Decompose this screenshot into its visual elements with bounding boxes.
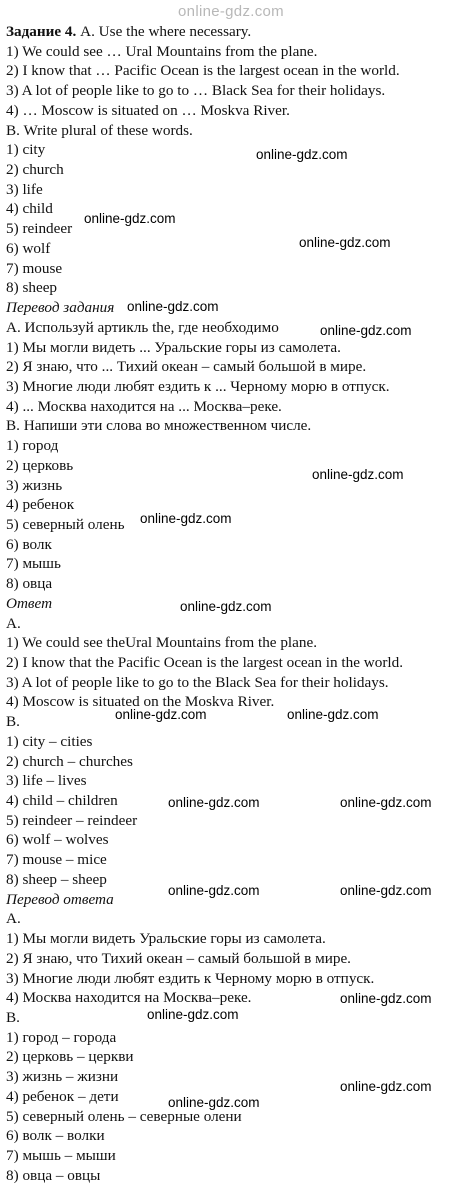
- watermark-label: online-gdz.com: [180, 599, 272, 614]
- watermark-label: online-gdz.com: [299, 235, 391, 250]
- answer-translation-a-item: 3) Многие люди любят ездить к Черному морю в отпуск.: [6, 969, 375, 987]
- answer-a-item: 1) We could see theUral Mountains from the plane.: [6, 634, 318, 652]
- watermark-label: online-gdz.com: [340, 1079, 432, 1094]
- answer-translation-b-label: В.: [6, 1008, 20, 1026]
- translation-a-item: 3) Многие люди любят ездить к ... Черному морю в отпуск.: [6, 377, 390, 395]
- translation-b-item: 2) церковь: [6, 456, 74, 474]
- answer-translation-b-item: 2) церковь – церкви: [6, 1048, 134, 1066]
- watermark-label: online-gdz.com: [340, 991, 432, 1006]
- answer-b-item: 3) life – lives: [6, 772, 87, 790]
- watermark-label: online-gdz.com: [287, 707, 379, 722]
- translation-b-item: 3) жизнь: [6, 476, 63, 494]
- watermark-label: online-gdz.com: [168, 795, 260, 810]
- task-b-item: 8) sheep: [6, 279, 58, 297]
- translation-a-item: 1) Мы могли видеть ... Уральские горы из самолета.: [6, 338, 341, 356]
- answer-a-item: 4) Moscow is situated on the Moskva River.: [6, 693, 275, 711]
- watermark-label: online-gdz.com: [84, 211, 176, 226]
- answer-heading: Ответ: [6, 594, 53, 612]
- watermark-label: online-gdz.com: [127, 299, 219, 314]
- translation-a-item: 4) ... Москва находится на ... Москва–реке.: [6, 397, 282, 415]
- answer-translation-b-item: 4) ребенок – дети: [6, 1087, 119, 1105]
- task-a-item: 2) I know that … Pacific Ocean is the largest ocean in the world.: [6, 62, 400, 80]
- task-number: Задание 4.: [6, 23, 77, 40]
- answer-translation-b-item: 6) волк – волки: [6, 1127, 105, 1145]
- answer-translation-b-item: 8) овца – овцы: [6, 1166, 101, 1184]
- watermark-label: online-gdz.com: [320, 323, 412, 338]
- answer-b-item: 6) wolf – wolves: [6, 831, 109, 849]
- answer-translation-b-item: 7) мышь – мыши: [6, 1146, 116, 1164]
- answer-translation-b-item: 1) город – города: [6, 1028, 117, 1046]
- answer-translation-b-item: 5) северный олень – северные олени: [6, 1107, 242, 1125]
- translation-heading: Перевод задания: [6, 299, 115, 317]
- task-b-item: 4) child: [6, 200, 53, 218]
- watermark-label: online-gdz.com: [312, 467, 404, 482]
- answer-translation-heading: Перевод ответа: [6, 890, 114, 908]
- translation-b-heading: В. Напиши эти слова во множественном числе.: [6, 417, 312, 435]
- answer-b-item: 5) reindeer – reindeer: [6, 811, 138, 829]
- watermark-label: online-gdz.com: [168, 883, 260, 898]
- watermark-label: online-gdz.com: [340, 883, 432, 898]
- answer-a-item: 3) A lot of people like to go to the Black Sea for their holidays.: [6, 673, 389, 691]
- translation-b-item: 8) овца: [6, 575, 53, 593]
- answer-translation-a-item: 4) Москва находится на Москва–реке.: [6, 989, 252, 1007]
- watermark-label: online-gdz.com: [256, 147, 348, 162]
- translation-b-item: 1) город: [6, 437, 59, 455]
- watermark-label: online-gdz.com: [168, 1095, 260, 1110]
- translation-b-item: 5) северный олень: [6, 515, 125, 533]
- task-b-item: 7) mouse: [6, 259, 63, 277]
- answer-b-item: 2) church – churches: [6, 752, 133, 770]
- watermark-label: online-gdz.com: [115, 707, 207, 722]
- answer-b-item: 8) sheep – sheep: [6, 870, 107, 888]
- translation-a-item: 2) Я знаю, что ... Тихий океан – самый большой в мире.: [6, 358, 367, 376]
- watermark-label: online-gdz.com: [147, 1007, 239, 1022]
- answer-a-item: 2) I know that the Pacific Ocean is the largest ocean in the world.: [6, 654, 403, 671]
- task-a-item: 3) A lot of people like to go to … Black Sea for their holidays.: [6, 82, 386, 100]
- task-b-item: 5) reindeer: [6, 220, 73, 238]
- answer-b-item: 7) mouse – mice: [6, 851, 107, 869]
- task-b-item: 3) life: [6, 180, 43, 198]
- answer-a-label: A.: [6, 614, 21, 632]
- task-b-item: 6) wolf: [6, 239, 51, 257]
- watermark-label: online-gdz.com: [340, 795, 432, 810]
- translation-b-item: 4) ребенок: [6, 496, 75, 514]
- translation-a-heading: А. Используй артикль the, где необходимо: [6, 318, 279, 336]
- task-b-heading: B. Write plural of these words.: [6, 121, 193, 139]
- task-a-item: 4) … Moscow is situated on … Moskva River.: [6, 101, 290, 119]
- watermark-header: online-gdz.com: [178, 3, 284, 20]
- task-title: [6, 22, 458, 42]
- answer-translation-a-item: 2) Я знаю, что Тихий океан – самый большой в мире.: [6, 949, 351, 967]
- translation-b-item: 7) мышь: [6, 555, 61, 573]
- task-a-item: 1) We could see … Ural Mountains from the plane.: [6, 42, 318, 60]
- task-instruction: A. Use the where necessary.: [76, 23, 252, 40]
- task-b-item: 1) city: [6, 141, 46, 159]
- answer-b-label: B.: [6, 713, 20, 731]
- answer-translation-b-item: 3) жизнь – жизни: [6, 1068, 119, 1086]
- translation-b-item: 6) волк: [6, 535, 52, 553]
- watermark-label: online-gdz.com: [140, 511, 232, 526]
- task-b-item: 2) church: [6, 161, 64, 179]
- answer-translation-a-item: 1) Мы могли видеть Уральские горы из самолета.: [6, 930, 326, 948]
- answer-translation-a-label: А.: [6, 910, 21, 928]
- answer-b-item: 1) city – cities: [6, 732, 93, 750]
- answer-b-item: 4) child – children: [6, 792, 118, 810]
